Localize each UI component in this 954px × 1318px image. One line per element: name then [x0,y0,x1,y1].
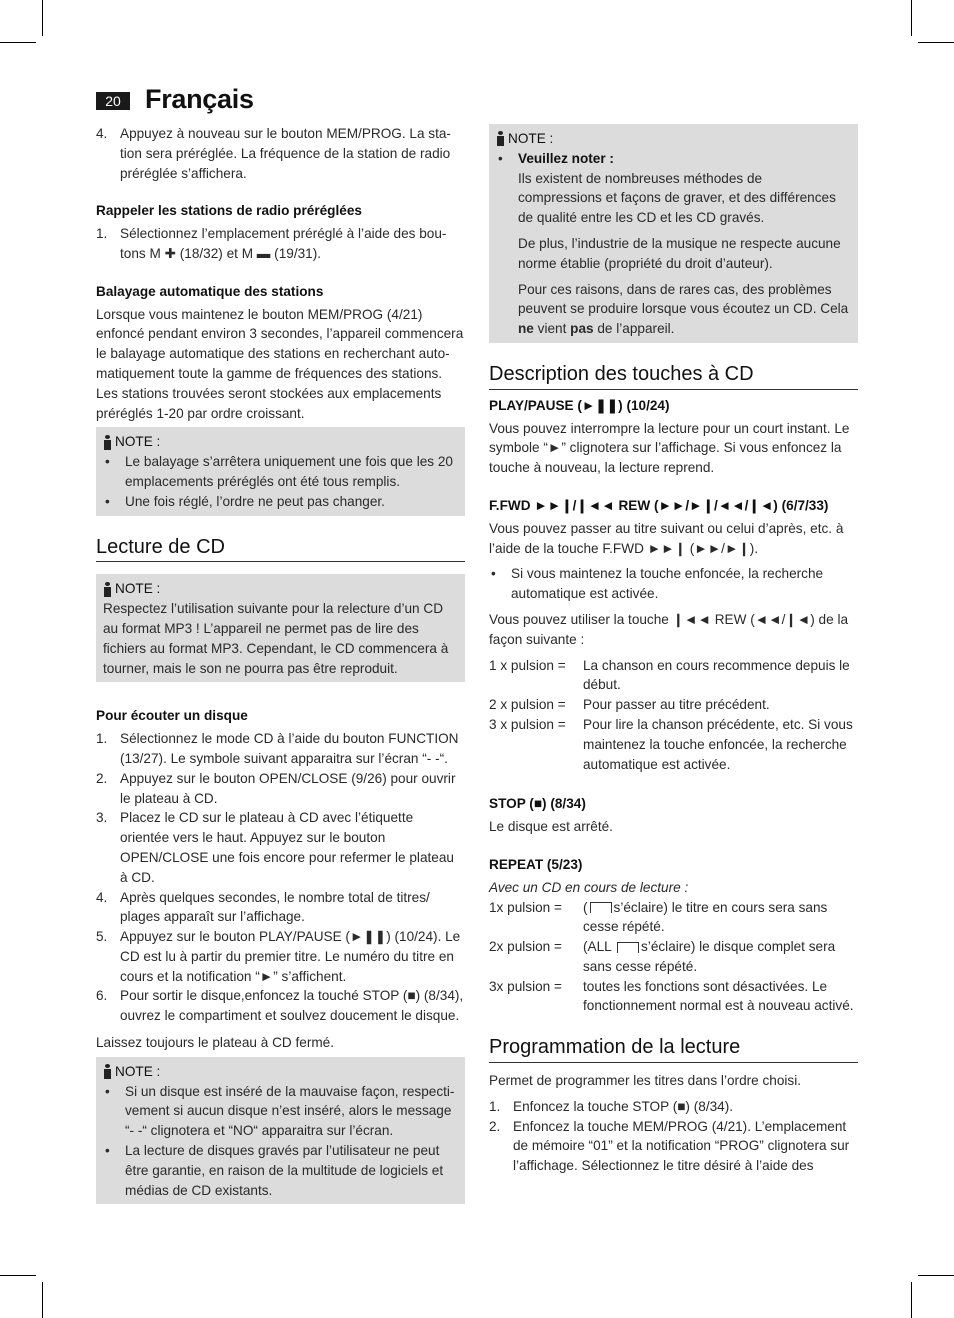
note-box [489,124,858,343]
note-box [96,427,465,515]
list-item: 2. Enfoncez la touche MEM/PROG (4/21). L’emplacement de mémoire “01” et la notification “PROG” clignotera sur l’affichage. Sélectionnez le titre désiré à l’aide des [489,1118,850,1174]
keys-heading: Description des touches à CD [489,365,858,390]
note-list [103,1082,458,1201]
crop-mark [918,42,954,43]
list-item: • Si vous maintenez la touche enfoncée, la recherche automatique est activée. [491,566,824,602]
note-label: NOTE : [115,434,161,450]
table-row: 1x pulsion = ( s’éclaire) le titre en cours sera sans cesse répété. [489,899,828,935]
repeat-icon [590,902,612,913]
list-item: 2. Appuyez sur le bouton OPEN/CLOSE (9/26) pour ouvrir le plateau à CD. [96,770,456,806]
right-column [489,124,858,1176]
list-item: 4. Après quelques secondes, le nombre total de titres/ plages apparaît sur l’affichage. [96,889,430,925]
crop-mark [911,1282,912,1318]
list-item: 6. Pour sortir le disque,enfoncez la touché STOP (■) (8/34), ouvrez le compartiment et soulvez doucement le disque. [96,988,464,1024]
note-label: NOTE : [115,1063,161,1079]
scan-paragraph: Lorsque vous maintenez le bouton MEM/PROG (4/21) enfoncé pendant environ 3 secondes, l’appareil commencera le balayage automatique des stations en recherchant auto-matiquement toute la gamme de fréquences des stations. Les stations trouvées seront stockées aux emplacements préréglés 1-20 par ordre croissant. [96,306,464,421]
recall-steps [96,224,465,264]
list-item: • Une fois réglé, l’ordre ne peut pas changer. [105,493,385,509]
repeat-intro: Avec un CD en cours de lecture : [489,879,689,895]
info-icon [496,131,505,146]
prog-steps [489,1097,858,1176]
list-item: • Veuillez noter : Ils existent de nombreuses méthodes de compressions et façons de graver, et des différences de qualité entre les CD et les CD gravés. De plus, l’industrie de la musique ne respecte aucune norme établie (propriété du droit d’auteur). Pour ces raisons, dans de rares cas, des problèmes peuvent se produire lorsque vous écoutez un CD. Cela ne vient pas de l’appareil. [498,150,849,337]
page-number: 20 [96,92,130,110]
left-column [96,124,465,1204]
note-label: NOTE : [508,131,554,146]
table-row: 3 x pulsion = Pour lire la chanson précédente, etc. Si vous maintenez la touche enfoncée, la recherche automatique est activée. [489,716,853,772]
note-list [103,452,458,511]
listen-steps [96,729,465,1026]
radio-steps [96,124,465,183]
table-row: 2 x pulsion = Pour passer au titre précédent. [489,697,770,713]
stop-heading: STOP (■) (8/34) [489,796,586,812]
info-icon [103,435,112,450]
list-item: 5. Appuyez sur le bouton PLAY/PAUSE (►❚❚) (10/24). Le CD est lu à partir du premier titre. Le numéro du titre en cours et la notification “►” s’affichent. [96,929,461,984]
keep-closed-text: Laissez toujours le plateau à CD fermé. [96,1035,335,1051]
stop-text: Le disque est arrêté. [489,819,613,835]
page-title: Français [145,84,254,114]
crop-mark [0,1275,36,1276]
table-row: 2x pulsion = (ALL s’éclaire) le disque complet sera sans cesse répété. [489,939,836,974]
info-icon [103,1064,112,1079]
ffwd-list [489,564,858,604]
crop-mark [918,1275,954,1276]
scan-heading: Balayage automatique des stations [96,283,324,299]
table-row: 3x pulsion = toutes les fonctions sont désactivées. Le fonctionnement normal est à nouveau activé. [489,978,854,1014]
list-item: 1. Enfoncez la touche STOP (■) (8/34). [489,1098,734,1114]
rew-table [489,656,858,775]
crop-mark [0,42,36,43]
ffwd-text: Vous pouvez passer au titre suivant ou celui d’après, etc. à l’aide de la touche F.FWD ►►❙ (►►/►❙). [489,520,844,556]
list-item: • Le balayage s’arrêtera uniquement une fois que les 20 emplacements préréglés ont été tous remplis. [105,454,453,489]
repeat-icon [617,942,639,953]
crop-mark [42,0,43,36]
crop-mark [911,0,912,36]
recall-heading: Rappeler les stations de radio préréglées [96,203,362,219]
list-item: 1. Sélectionnez l’emplacement préréglé à l’aide des bou-tons M ✚ (18/32) et M ▬ (19/31). [96,226,447,261]
note-label: NOTE : [115,581,161,597]
table-row: 1 x pulsion = La chanson en cours recommence depuis le début. [489,657,850,693]
list-item: 1. Sélectionnez le mode CD à l’aide du bouton FUNCTION (13/27). Le symbole suivant apparaitra sur l’écran “- -“. [96,731,459,766]
info-icon [103,582,112,597]
repeat-heading: REPEAT (5/23) [489,856,583,872]
note-list [496,149,851,339]
note-box [96,574,465,682]
listen-heading: Pour écouter un disque [96,708,248,724]
list-item: 4. Appuyez à nouveau sur le bouton MEM/PROG. La sta-tion sera préréglée. La fréquence de la station de radio préréglée s’affichera. [96,126,451,181]
play-text: Vous pouvez interrompre la lecture pour un court instant. Le symbole “►” clignotera sur l’affichage. Si vous enfoncez la touche à nouveau, la lecture reprend. [489,420,850,476]
list-item: 3. Placez le CD sur le plateau à CD avec l’étiquette orientée vers le haut. Appuyez sur le bouton OPEN/CLOSE une fois encore pour refermer le plateau à CD. [96,810,454,885]
prog-intro: Permet de programmer les titres dans l’ordre choisi. [489,1073,802,1089]
crop-mark [42,1282,43,1318]
note-text: Respectez l’utilisation suivante pour la relecture d’un CD au format MP3 ! L’appareil ne permet pas de lire des fichiers au format MP3. Cependant, le CD commencera à tourner, mais le son ne pourra pas être reproduit. [103,601,449,676]
list-item: • La lecture de disques gravés par l’utilisateur ne peut être garantie, en raison de la multitude de logiciels et médias de CD existants. [105,1143,444,1198]
list-item: • Si un disque est inséré de la mauvaise façon, respecti-vement si aucun disque n’est inséré, alors le message “- -“ clignotera et “NO“ apparaitra sur l’écran. [105,1083,455,1139]
note-box [96,1057,465,1205]
play-heading: PLAY/PAUSE (►❚❚) (10/24) [489,397,670,413]
cd-heading: Lecture de CD [96,538,465,563]
repeat-table [489,898,858,1017]
rew-text: Vous pouvez utiliser la touche ❙◄◄ REW (◄◄/❙◄) de la façon suivante : [489,611,849,647]
ffwd-heading: F.FWD ►►❙/❙◄◄ REW (►►/►❙/◄◄/❙◄) (6/7/33) [489,497,829,513]
prog-heading: Programmation de la lecture [489,1038,858,1063]
